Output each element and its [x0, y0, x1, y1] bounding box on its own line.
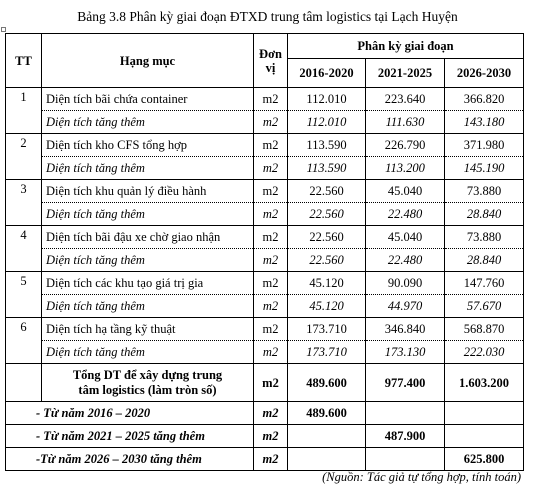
row-value: 346.840: [366, 318, 445, 341]
row-value: 113.200: [366, 157, 445, 180]
row-value: 57.670: [445, 295, 524, 318]
row-unit: m2: [254, 157, 288, 180]
row-value: 22.560: [288, 226, 366, 249]
table-row: [6, 157, 524, 180]
row-item: Diện tích kho CFS tổng hợp: [42, 134, 254, 157]
row-number: 6: [6, 318, 42, 364]
row-value: 22.560: [288, 203, 366, 226]
total-label-line1: Tổng DT để xây dựng trung: [72, 367, 223, 382]
row-value: 113.590: [288, 157, 366, 180]
row-item: Diện tích tăng thêm: [42, 203, 254, 226]
row-value: 73.880: [445, 180, 524, 203]
breakdown-value: [288, 425, 366, 448]
breakdown-row: [6, 425, 524, 448]
breakdown-value: [445, 425, 524, 448]
row-value: 222.030: [445, 341, 524, 364]
breakdown-value: 487.900: [366, 425, 445, 448]
row-value: 45.120: [288, 272, 366, 295]
breakdown-label: - Từ năm 2021 – 2025 tăng thêm: [6, 425, 254, 448]
header-period-2: 2021-2025: [366, 59, 445, 88]
phase-table: [5, 33, 524, 471]
row-number: 3: [6, 180, 42, 226]
row-unit: m2: [254, 295, 288, 318]
row-item: Diện tích tăng thêm: [42, 111, 254, 134]
table-row: [6, 295, 524, 318]
row-number: 5: [6, 272, 42, 318]
table-row: [6, 318, 524, 341]
row-value: 73.880: [445, 226, 524, 249]
row-value: 147.760: [445, 272, 524, 295]
row-item: Diện tích tăng thêm: [42, 157, 254, 180]
breakdown-value: [288, 448, 366, 471]
header-unit: [254, 34, 288, 88]
breakdown-value: [366, 448, 445, 471]
row-value: 145.190: [445, 157, 524, 180]
total-unit: m2: [254, 364, 288, 402]
breakdown-value: [445, 402, 524, 425]
row-item: Diện tích các khu tạo giá trị gia: [42, 272, 254, 295]
row-value: 112.010: [288, 111, 366, 134]
breakdown-unit: m2: [254, 448, 288, 471]
table-row: [6, 249, 524, 272]
table-row: [6, 226, 524, 249]
row-value: 223.640: [366, 88, 445, 111]
row-value: 226.790: [366, 134, 445, 157]
row-unit: m2: [254, 226, 288, 249]
header-unit-line1: Đơn: [259, 46, 282, 61]
total-row: [6, 364, 524, 402]
table-row: [6, 180, 524, 203]
total-value: 977.400: [366, 364, 445, 402]
header-unit-line2: vị: [265, 60, 276, 75]
row-number: 4: [6, 226, 42, 272]
row-value: 113.590: [288, 134, 366, 157]
header-tt: TT: [6, 34, 42, 88]
row-value: 44.970: [366, 295, 445, 318]
table-row: [6, 341, 524, 364]
row-value: 112.010: [288, 88, 366, 111]
row-value: 173.710: [288, 318, 366, 341]
row-item: Diện tích tăng thêm: [42, 249, 254, 272]
total-label-line2: tâm logistics (làm tròn số): [78, 382, 217, 397]
table-row: [6, 111, 524, 134]
row-value: 22.480: [366, 249, 445, 272]
breakdown-label: -Từ năm 2026 – 2030 tăng thêm: [6, 448, 254, 471]
table-row: [6, 272, 524, 295]
table-row: [6, 88, 524, 111]
breakdown-unit: m2: [254, 402, 288, 425]
row-item: Diện tích tăng thêm: [42, 341, 254, 364]
row-value: 111.630: [366, 111, 445, 134]
row-value: 28.840: [445, 203, 524, 226]
row-value: 22.480: [366, 203, 445, 226]
row-item: Diện tích hạ tầng kỹ thuật: [42, 318, 254, 341]
breakdown-value: 625.800: [445, 448, 524, 471]
source-note: (Nguồn: Tác giả tự tổng hợp, tính toán): [322, 470, 521, 484]
row-item: Diện tích tăng thêm: [42, 295, 254, 318]
row-unit: m2: [254, 318, 288, 341]
header-item: Hạng mục: [42, 34, 254, 88]
row-item: Diện tích bãi chứa container: [42, 88, 254, 111]
row-item: Diện tích bãi đậu xe chờ giao nhận: [42, 226, 254, 249]
row-value: 173.710: [288, 341, 366, 364]
row-value: 568.870: [445, 318, 524, 341]
row-unit: m2: [254, 88, 288, 111]
row-value: 45.120: [288, 295, 366, 318]
row-value: 371.980: [445, 134, 524, 157]
row-value: 366.820: [445, 88, 524, 111]
total-value: 1.603.200: [445, 364, 524, 402]
row-number: 2: [6, 134, 42, 180]
row-value: 45.040: [366, 180, 445, 203]
total-tt: [6, 364, 42, 402]
row-unit: m2: [254, 203, 288, 226]
total-value: 489.600: [288, 364, 366, 402]
row-unit: m2: [254, 249, 288, 272]
row-value: 173.130: [366, 341, 445, 364]
row-value: 45.040: [366, 226, 445, 249]
total-label: [42, 364, 254, 402]
header-period-3: 2026-2030: [445, 59, 524, 88]
table-move-handle-icon[interactable]: [1, 27, 6, 32]
row-number: 1: [6, 88, 42, 134]
row-unit: m2: [254, 341, 288, 364]
row-value: 22.560: [288, 180, 366, 203]
breakdown-row: [6, 402, 524, 425]
breakdown-unit: m2: [254, 425, 288, 448]
row-value: 143.180: [445, 111, 524, 134]
row-value: 90.090: [366, 272, 445, 295]
breakdown-label: - Từ năm 2016 – 2020: [6, 402, 254, 425]
row-unit: m2: [254, 111, 288, 134]
header-period-1: 2016-2020: [288, 59, 366, 88]
header-phase: Phân kỳ giai đoạn: [288, 34, 524, 59]
table-caption: Bảng 3.8 Phân kỳ giai đoạn ĐTXD trung tâm logistics tại Lạch Huyện: [77, 9, 458, 24]
row-unit: m2: [254, 180, 288, 203]
row-unit: m2: [254, 134, 288, 157]
row-value: 28.840: [445, 249, 524, 272]
breakdown-value: 489.600: [288, 402, 366, 425]
row-value: 22.560: [288, 249, 366, 272]
table-row: [6, 203, 524, 226]
breakdown-row: [6, 448, 524, 471]
row-item: Diện tích khu quản lý điều hành: [42, 180, 254, 203]
row-unit: m2: [254, 272, 288, 295]
table-row: [6, 134, 524, 157]
breakdown-value: [366, 402, 445, 425]
